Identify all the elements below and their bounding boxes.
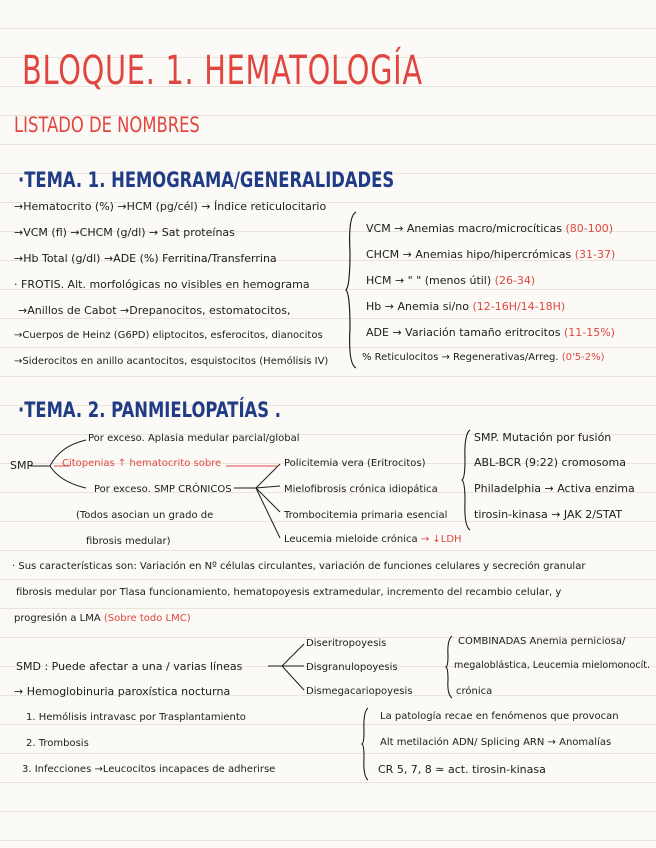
tema1-left-line: →Hb Total (g/dl) →ADE (%) Ferritina/Transferrina <box>14 252 277 265</box>
tema1-right-line: Hb → Anemia si/no (12-16H/14-18H) <box>366 300 566 313</box>
tema1-left-line: · FROTIS. Alt. morfológicas no visibles en hemograma <box>14 278 310 291</box>
smp-item: Mielofibrosis crónica idiopática <box>284 484 438 495</box>
tema1-left-line: →Cuerpos de Heinz (G6PD) eliptocitos, esferocitos, dianocitos <box>14 330 323 341</box>
tema1-heading: ·TEMA. 1. HEMOGRAMA/GENERALIDADES <box>18 168 395 192</box>
page-subtitle: LISTADO DE NOMBRES <box>14 113 200 137</box>
tema1-right-line: ADE → Variación tamaño eritrocitos (11-15%) <box>366 326 615 339</box>
smp-item: Policitemia vera (Eritrocitos) <box>284 458 426 469</box>
smd-branch: Dismegacariopoyesis <box>306 686 413 697</box>
smd-branch: Diseritropoyesis <box>306 638 387 649</box>
smd-right-brace <box>362 708 370 780</box>
tema1-brace <box>346 212 358 368</box>
caract-line: progresión a LMA (Sobre todo LMC) <box>14 613 191 624</box>
tema2-right-line: tirosin-kinasa → JAK 2/STAT <box>474 508 623 521</box>
por-exceso-top: Por exceso. Aplasia medular parcial/global <box>88 433 300 444</box>
smd-branch: Disgranulopoyesis <box>306 662 398 673</box>
tema2-brace <box>462 430 472 530</box>
smd-list-item: 2. Trombosis <box>26 738 89 749</box>
smd-right-line: La patología recae en fenómenos que provocan <box>380 711 619 722</box>
tema2-right-line: ABL-BCR (9:22) cromosoma <box>474 456 626 469</box>
tema1-right-line: CHCM → Anemias hipo/hipercrómicas (31-37) <box>366 248 616 261</box>
smd-right-line: CR 5, 7, 8 ≃ act. tirosin-kinasa <box>378 763 546 776</box>
hemoglobinuria: → Hemoglobinuria paroxística nocturna <box>14 685 231 698</box>
page-title: BLOQUE. 1. HEMATOLOGÍA <box>22 48 423 94</box>
tema2-heading: ·TEMA. 2. PANMIELOPATÍAS . <box>18 398 281 422</box>
smd-brace <box>446 636 454 698</box>
smp-items-arrows <box>226 458 286 544</box>
tema2-right-line: Philadelphia → Activa enzima <box>474 482 635 495</box>
combinadas-line: megaloblástica, Leucemia mielomonocít. <box>454 660 651 671</box>
smd-list-item: 3. Infecciones →Leucocitos incapaces de adherirse <box>22 764 276 775</box>
red-note: Citopenias ↑ hematocrito sobre <box>62 458 222 469</box>
smd-text: SMD : Puede afectar a una / varias líneas <box>16 660 243 673</box>
todos-line: (Todos asocian un grado de <box>76 510 214 521</box>
tema1-left-line: →Siderocitos en anillo acantocitos, esquistocitos (Hemólisis IV) <box>14 356 329 367</box>
todos-line: fibrosis medular) <box>86 536 171 547</box>
combinadas-line: COMBINADAS Anemia perniciosa/ <box>458 636 626 647</box>
tema1-right-line: % Reticulocitos → Regenerativas/Arreg. (0'5-2%) <box>362 352 605 363</box>
por-exceso: Por exceso. SMP CRÓNICOS <box>94 484 232 495</box>
smd-arrows <box>268 640 308 696</box>
tema1-left-line: →VCM (fl) →CHCM (g/dl) → Sat proteínas <box>14 226 235 239</box>
smd-right-line: Alt metilación ADN/ Splicing ARN → Anomalías <box>380 737 612 748</box>
smd-list-item: 1. Hemólisis intravasc por Trasplantamiento <box>26 712 246 723</box>
tema1-right-line: HCM → " " (menos útil) (26-34) <box>366 274 536 287</box>
tema2-right-line: SMP. Mutación por fusión <box>474 431 612 444</box>
smp-item: Leucemia mieloide crónica → ↓LDH <box>284 534 462 545</box>
smp-item: Trombocitemia primaria esencial <box>284 510 448 521</box>
smp-label: SMP <box>10 459 34 472</box>
tema1-left-line: →Hematocrito (%) →HCM (pg/cél) → Índice reticulocitario <box>14 200 327 213</box>
tema1-right-line: VCM → Anemias macro/microcíticas (80-100) <box>366 222 614 235</box>
tema1-left-line: →Anillos de Cabot →Drepanocitos, estomatocitos, <box>18 304 291 317</box>
caract-line: fibrosis medular por Tlasa funcionamiento, hematopoyesis extramedular, incremento del recambio celular, y <box>16 587 562 598</box>
combinadas-line: crónica <box>456 686 493 697</box>
caract-line: · Sus características son: Variación en Nº células circulantes, variación de funciones celulares y secreción granular <box>12 561 586 572</box>
